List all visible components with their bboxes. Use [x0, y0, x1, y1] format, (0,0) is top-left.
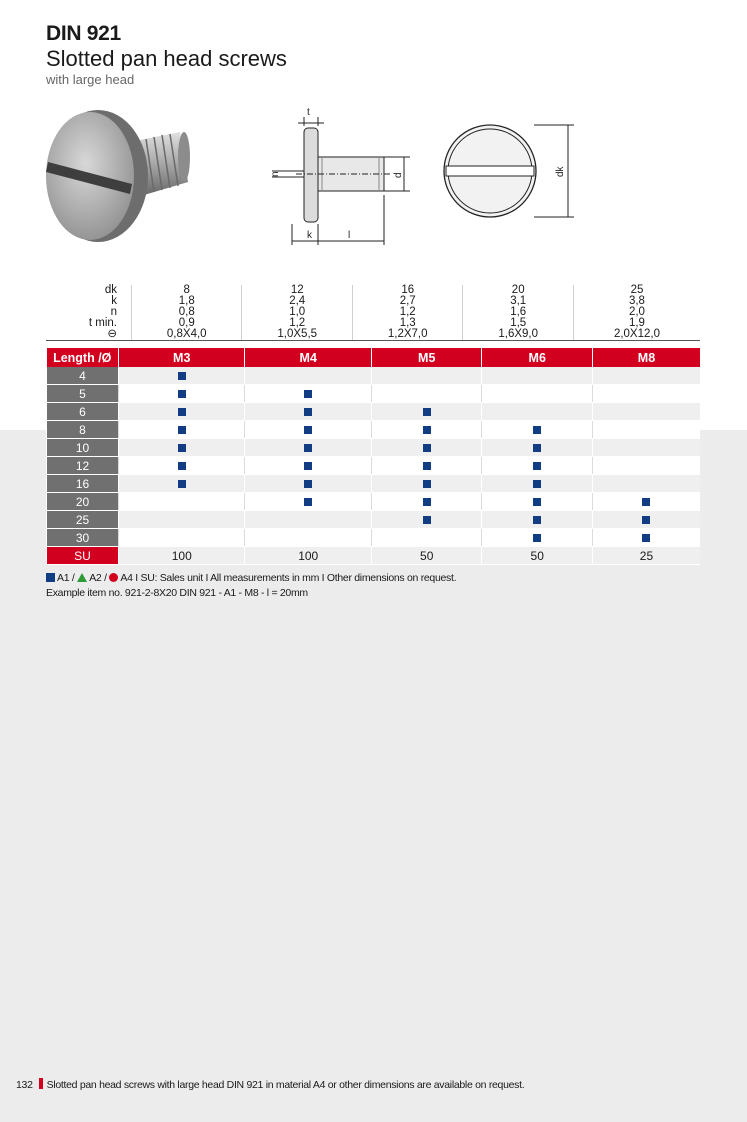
- page-subtitle: Slotted pan head screws: [46, 46, 287, 71]
- spec-value: 0,8X4,0: [132, 329, 242, 341]
- length-label: 16: [47, 475, 119, 493]
- availability-cell: [592, 529, 700, 547]
- a1-square-icon: [304, 408, 312, 416]
- legend-a1: A1: [57, 572, 70, 584]
- spec-value: 1,0: [242, 307, 352, 318]
- su-value: 100: [245, 547, 371, 565]
- length-row: [47, 439, 701, 457]
- availability-cell: [482, 493, 593, 511]
- length-label: 5: [47, 385, 119, 403]
- footer-note: Slotted pan head screws with large head DIN 921 in material A4 or other dimensions are available on request.: [46, 1079, 525, 1091]
- availability-cell: [245, 511, 371, 529]
- su-label: SU: [47, 547, 119, 565]
- availability-cell: [119, 493, 245, 511]
- a1-square-icon: [533, 534, 541, 542]
- spec-value: 1,6X9,0: [463, 329, 573, 341]
- side-view-drawing: [262, 105, 412, 250]
- dim-d-label: d: [393, 172, 404, 178]
- length-label: 10: [47, 439, 119, 457]
- length-row: [47, 421, 701, 439]
- length-label: 12: [47, 457, 119, 475]
- spec-value: 3,1: [463, 296, 573, 307]
- a1-square-icon: [178, 390, 186, 398]
- legend-a2: A2: [89, 572, 102, 584]
- length-label: 4: [47, 367, 119, 385]
- a1-square-icon: [642, 516, 650, 524]
- spec-value: 2,7: [352, 296, 462, 307]
- availability-cell: [592, 439, 700, 457]
- spec-value: 25: [573, 285, 700, 296]
- spec-value: 2,4: [242, 296, 352, 307]
- spec-value: 16: [352, 285, 462, 296]
- availability-cell: [245, 457, 371, 475]
- availability-cell: [119, 529, 245, 547]
- a1-square-icon: [423, 462, 431, 470]
- legend-a4: A4: [120, 572, 133, 584]
- availability-cell: [119, 367, 245, 385]
- a1-square-icon: [178, 408, 186, 416]
- a1-square-icon: [178, 372, 186, 380]
- length-row: [47, 529, 701, 547]
- availability-cell: [482, 421, 593, 439]
- spec-label: dk: [104, 284, 117, 296]
- a1-square-icon: [304, 498, 312, 506]
- a1-square-icon: [533, 444, 541, 452]
- availability-cell: [482, 385, 593, 403]
- availability-cell: [371, 367, 482, 385]
- page-footer: [16, 1078, 524, 1091]
- a1-square-icon: [423, 516, 431, 524]
- length-row: [47, 457, 701, 475]
- a1-square-icon: [304, 444, 312, 452]
- spec-row: [46, 307, 700, 318]
- availability-cell: [592, 385, 700, 403]
- a1-square-icon: [533, 426, 541, 434]
- a4-circle-icon: [109, 573, 118, 582]
- availability-cell: [245, 475, 371, 493]
- availability-cell: [371, 511, 482, 529]
- spec-value: 1,5: [463, 318, 573, 329]
- length-label: 25: [47, 511, 119, 529]
- a1-square-icon: [304, 480, 312, 488]
- screw-photo: [40, 104, 200, 254]
- availability-cell: [371, 529, 482, 547]
- a1-square-icon: [304, 462, 312, 470]
- dim-k-label: k: [307, 230, 312, 241]
- footer-accent-bar: [39, 1078, 43, 1089]
- availability-cell: [119, 439, 245, 457]
- legend-sep2: /: [104, 572, 107, 584]
- length-label: 20: [47, 493, 119, 511]
- length-row: [47, 493, 701, 511]
- a1-square-icon: [178, 462, 186, 470]
- availability-cell: [371, 421, 482, 439]
- dim-n-label: n: [270, 171, 281, 177]
- legend: [46, 572, 456, 584]
- availability-cell: [592, 475, 700, 493]
- availability-cell: [371, 403, 482, 421]
- spec-value: 1,3: [352, 318, 462, 329]
- a2-triangle-icon: [77, 573, 87, 582]
- a1-square-icon: [533, 498, 541, 506]
- availability-cell: [371, 475, 482, 493]
- spec-value: 20: [463, 285, 573, 296]
- length-row: [47, 475, 701, 493]
- spec-label: n: [110, 306, 117, 318]
- availability-cell: [245, 529, 371, 547]
- availability-cell: [482, 403, 593, 421]
- length-label: 30: [47, 529, 119, 547]
- availability-cell: [245, 439, 371, 457]
- dimension-table: [46, 285, 700, 341]
- a1-square-icon: [46, 573, 55, 582]
- example-item: Example item no. 921-2-8X20 DIN 921 - A1 - M8 - l = 20mm: [46, 587, 308, 599]
- availability-cell: [482, 439, 593, 457]
- availability-cell: [245, 421, 371, 439]
- su-value: 25: [592, 547, 700, 565]
- a1-square-icon: [178, 480, 186, 488]
- spec-value: 1,2: [242, 318, 352, 329]
- availability-cell: [482, 475, 593, 493]
- a1-square-icon: [304, 426, 312, 434]
- availability-cell: [592, 511, 700, 529]
- length-row: [47, 403, 701, 421]
- spec-value: 3,8: [573, 296, 700, 307]
- availability-cell: [371, 457, 482, 475]
- spec-row: [46, 296, 700, 307]
- length-row: [47, 511, 701, 529]
- spec-row: [46, 285, 700, 296]
- availability-cell: [245, 403, 371, 421]
- spec-value: 0,9: [132, 318, 242, 329]
- availability-cell: [592, 493, 700, 511]
- availability-cell: [119, 511, 245, 529]
- availability-cell: [119, 385, 245, 403]
- availability-cell: [245, 385, 371, 403]
- availability-cell: [592, 403, 700, 421]
- spec-value: 1,2X7,0: [352, 329, 462, 341]
- sales-unit-row: [47, 547, 701, 565]
- length-label: 6: [47, 403, 119, 421]
- availability-cell: [119, 403, 245, 421]
- corner-header: Length /Ø: [47, 348, 119, 367]
- page-number: 132: [16, 1079, 33, 1091]
- legend-sep1: /: [71, 572, 75, 584]
- availability-cell: [245, 367, 371, 385]
- a1-square-icon: [533, 462, 541, 470]
- a1-square-icon: [423, 426, 431, 434]
- a1-square-icon: [304, 390, 312, 398]
- availability-cell: [119, 421, 245, 439]
- size-header: M5: [371, 348, 482, 367]
- spec-value: 1,2: [352, 307, 462, 318]
- su-value: 100: [119, 547, 245, 565]
- spec-label: ⊖: [46, 329, 132, 341]
- spec-label: t min.: [88, 317, 117, 329]
- spec-value: 2,0X12,0: [573, 329, 700, 341]
- availability-cell: [371, 439, 482, 457]
- availability-cell: [592, 457, 700, 475]
- a1-square-icon: [178, 426, 186, 434]
- spec-value: 1,9: [573, 318, 700, 329]
- dim-t-label: t: [307, 107, 310, 118]
- size-header: M3: [119, 348, 245, 367]
- size-header: M6: [482, 348, 593, 367]
- availability-cell: [482, 367, 593, 385]
- availability-cell: [119, 457, 245, 475]
- spec-value: 1,8: [132, 296, 242, 307]
- a1-square-icon: [423, 480, 431, 488]
- availability-cell: [245, 493, 371, 511]
- spec-row: [46, 318, 700, 329]
- availability-cell: [482, 529, 593, 547]
- dim-dk-label: dk: [555, 166, 566, 177]
- a1-square-icon: [642, 534, 650, 542]
- spec-value: 8: [132, 285, 242, 296]
- spec-row: [46, 329, 700, 341]
- page-subsubtitle: with large head: [46, 72, 135, 87]
- availability-cell: [482, 511, 593, 529]
- spec-value: 12: [242, 285, 352, 296]
- su-value: 50: [482, 547, 593, 565]
- front-view-drawing: [440, 118, 580, 228]
- a1-square-icon: [423, 444, 431, 452]
- spec-value: 1,0X5,5: [242, 329, 352, 341]
- legend-text: I SU: Sales unit I All measurements in mm I Other dimensions on request.: [135, 572, 457, 584]
- availability-cell: [371, 493, 482, 511]
- a1-square-icon: [642, 498, 650, 506]
- a1-square-icon: [178, 444, 186, 452]
- su-value: 50: [371, 547, 482, 565]
- spec-value: 2,0: [573, 307, 700, 318]
- spec-label: k: [111, 295, 117, 307]
- spec-value: 1,6: [463, 307, 573, 318]
- a1-square-icon: [533, 516, 541, 524]
- availability-cell: [482, 457, 593, 475]
- size-header: M4: [245, 348, 371, 367]
- dim-l-label: l: [348, 230, 351, 241]
- spec-value: 0,8: [132, 307, 242, 318]
- length-row: [47, 385, 701, 403]
- length-label: 8: [47, 421, 119, 439]
- page-title: DIN 921: [46, 22, 121, 45]
- availability-cell: [119, 475, 245, 493]
- availability-cell: [592, 367, 700, 385]
- length-row: [47, 367, 701, 385]
- availability-cell: [592, 421, 700, 439]
- availability-cell: [371, 385, 482, 403]
- a1-square-icon: [423, 498, 431, 506]
- size-header: M8: [592, 348, 700, 367]
- availability-table: [46, 348, 700, 565]
- a1-square-icon: [533, 480, 541, 488]
- a1-square-icon: [423, 408, 431, 416]
